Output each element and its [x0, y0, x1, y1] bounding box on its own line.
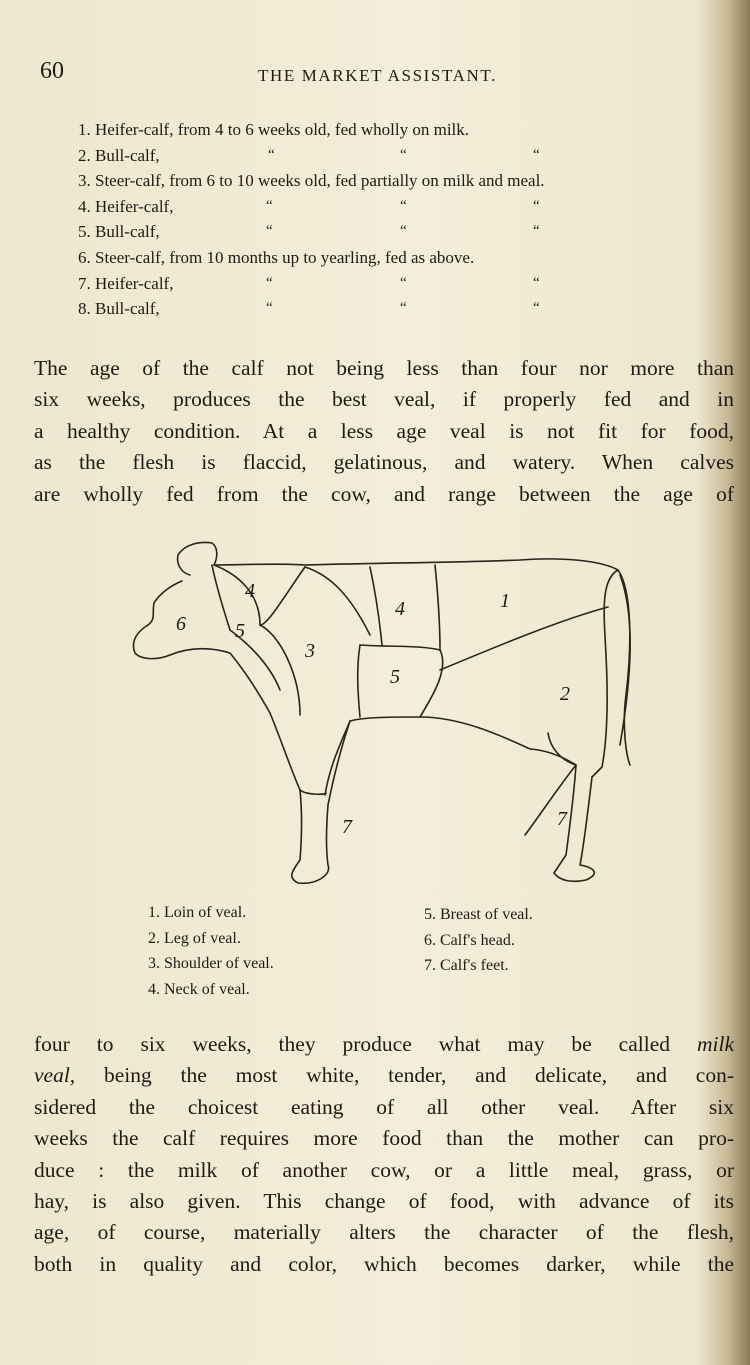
running-title: THE MARKET ASSISTANT. [258, 66, 497, 85]
page-number: 60 [40, 58, 64, 84]
ditto-mark: “ [268, 146, 275, 163]
cut-line [212, 565, 230, 630]
text-line: as the flesh is flaccid, gelatinous, and watery. When calves [34, 450, 734, 475]
cut-line [260, 567, 305, 625]
text-line: six weeks, produces the best veal, if properly fed and in [34, 387, 734, 412]
figure-legend-left [148, 900, 274, 1002]
cut-label: 3 [305, 640, 315, 662]
text-line: sidered the choicest eating of all other veal. After six [34, 1094, 734, 1119]
cut-line [548, 733, 576, 765]
legend-item: 2. Leg of veal. [148, 929, 241, 947]
ditto-mark: “ [400, 197, 407, 214]
calf-outline [133, 543, 630, 884]
cut-label: 4 [395, 598, 405, 620]
ditto-mark: “ [400, 300, 407, 317]
grade-item: 8. Bull-calf, “ “ “ [78, 296, 738, 322]
calf-grades-list [78, 117, 738, 322]
cut-label: 5 [235, 620, 245, 642]
ditto-mark: “ [266, 300, 273, 317]
legend-item: 1. Loin of veal. [148, 904, 247, 921]
cut-label: 7 [557, 808, 567, 830]
cut-line [435, 565, 440, 650]
legend-item: 7. Calf's feet. [424, 957, 509, 974]
figure-legend-right [424, 902, 533, 979]
ditto-mark: “ [533, 197, 540, 214]
cut-label: 4 [245, 580, 255, 602]
text-line: duce : the milk of another cow, or a little meal, grass, or [34, 1157, 734, 1182]
text-line: veal, being the most white, tender, and delicate, and con- [34, 1063, 734, 1088]
text-line: both in quality and color, which becomes darker, while the [34, 1251, 734, 1276]
text-line: weeks the calf requires more food than the mother can pro- [34, 1126, 734, 1151]
text-line: a healthy condition. At a less age veal is not fit for food, [34, 418, 734, 443]
grade-item: 2. Bull-calf, “ “ “ [78, 143, 738, 169]
legend-item: 6. Calf's head. [424, 931, 515, 949]
ditto-mark: “ [533, 274, 540, 291]
grade-item: 4. Heifer-calf, “ “ “ [78, 194, 738, 220]
veal-cuts-diagram [120, 535, 640, 895]
text-line: age, of course, materially alters the character of the flesh, [34, 1220, 734, 1245]
legend-item: 5. Breast of veal. [424, 906, 533, 923]
ditto-mark: “ [533, 146, 540, 163]
ditto-mark: “ [400, 146, 407, 163]
cut-line [300, 790, 326, 794]
grade-item: 7. Heifer-calf, “ “ “ [78, 271, 738, 297]
grade-item: 1. Heifer-calf, from 4 to 6 weeks old, fed wholly on milk. [78, 120, 470, 139]
cut-line [260, 625, 300, 715]
cut-label: 1 [500, 590, 510, 612]
cut-label: 5 [390, 666, 400, 688]
cut-line [370, 567, 382, 645]
cut-line [525, 765, 576, 835]
text-line: hay, is also given. This change of food, with advance of its [34, 1188, 734, 1213]
cut-label: 6 [176, 613, 186, 635]
grade-item: 5. Bull-calf, “ “ “ [78, 219, 738, 245]
cut-line [358, 645, 360, 717]
cut-line [420, 650, 443, 717]
text-line: four to six weeks, they produce what may be called milk [34, 1032, 734, 1056]
cut-label: 2 [560, 683, 570, 705]
cut-line [305, 567, 370, 635]
body-paragraph [34, 1029, 734, 1280]
cut-line [360, 645, 440, 650]
body-paragraph [34, 353, 734, 510]
legend-item: 3. Shoulder of veal. [148, 955, 274, 972]
legend-item: 4. Neck of veal. [148, 980, 250, 998]
ditto-mark: “ [533, 300, 540, 317]
cut-line [440, 607, 608, 670]
ditto-mark: “ [400, 223, 407, 240]
text-line: The age of the calf not being less than four nor more than [34, 356, 734, 380]
ditto-mark: “ [266, 223, 273, 240]
ditto-mark: “ [266, 274, 273, 291]
grade-item: 3. Steer-calf, from 6 to 10 weeks old, fed partially on milk and meal. [78, 171, 545, 191]
ditto-mark: “ [533, 223, 540, 240]
cut-label: 7 [342, 816, 352, 838]
grade-item: 6. Steer-calf, from 10 months up to yearling, fed as above. [78, 247, 475, 267]
text-line: are wholly fed from the cow, and range between the age of [34, 481, 734, 506]
ditto-mark: “ [400, 274, 407, 291]
ditto-mark: “ [266, 197, 273, 214]
